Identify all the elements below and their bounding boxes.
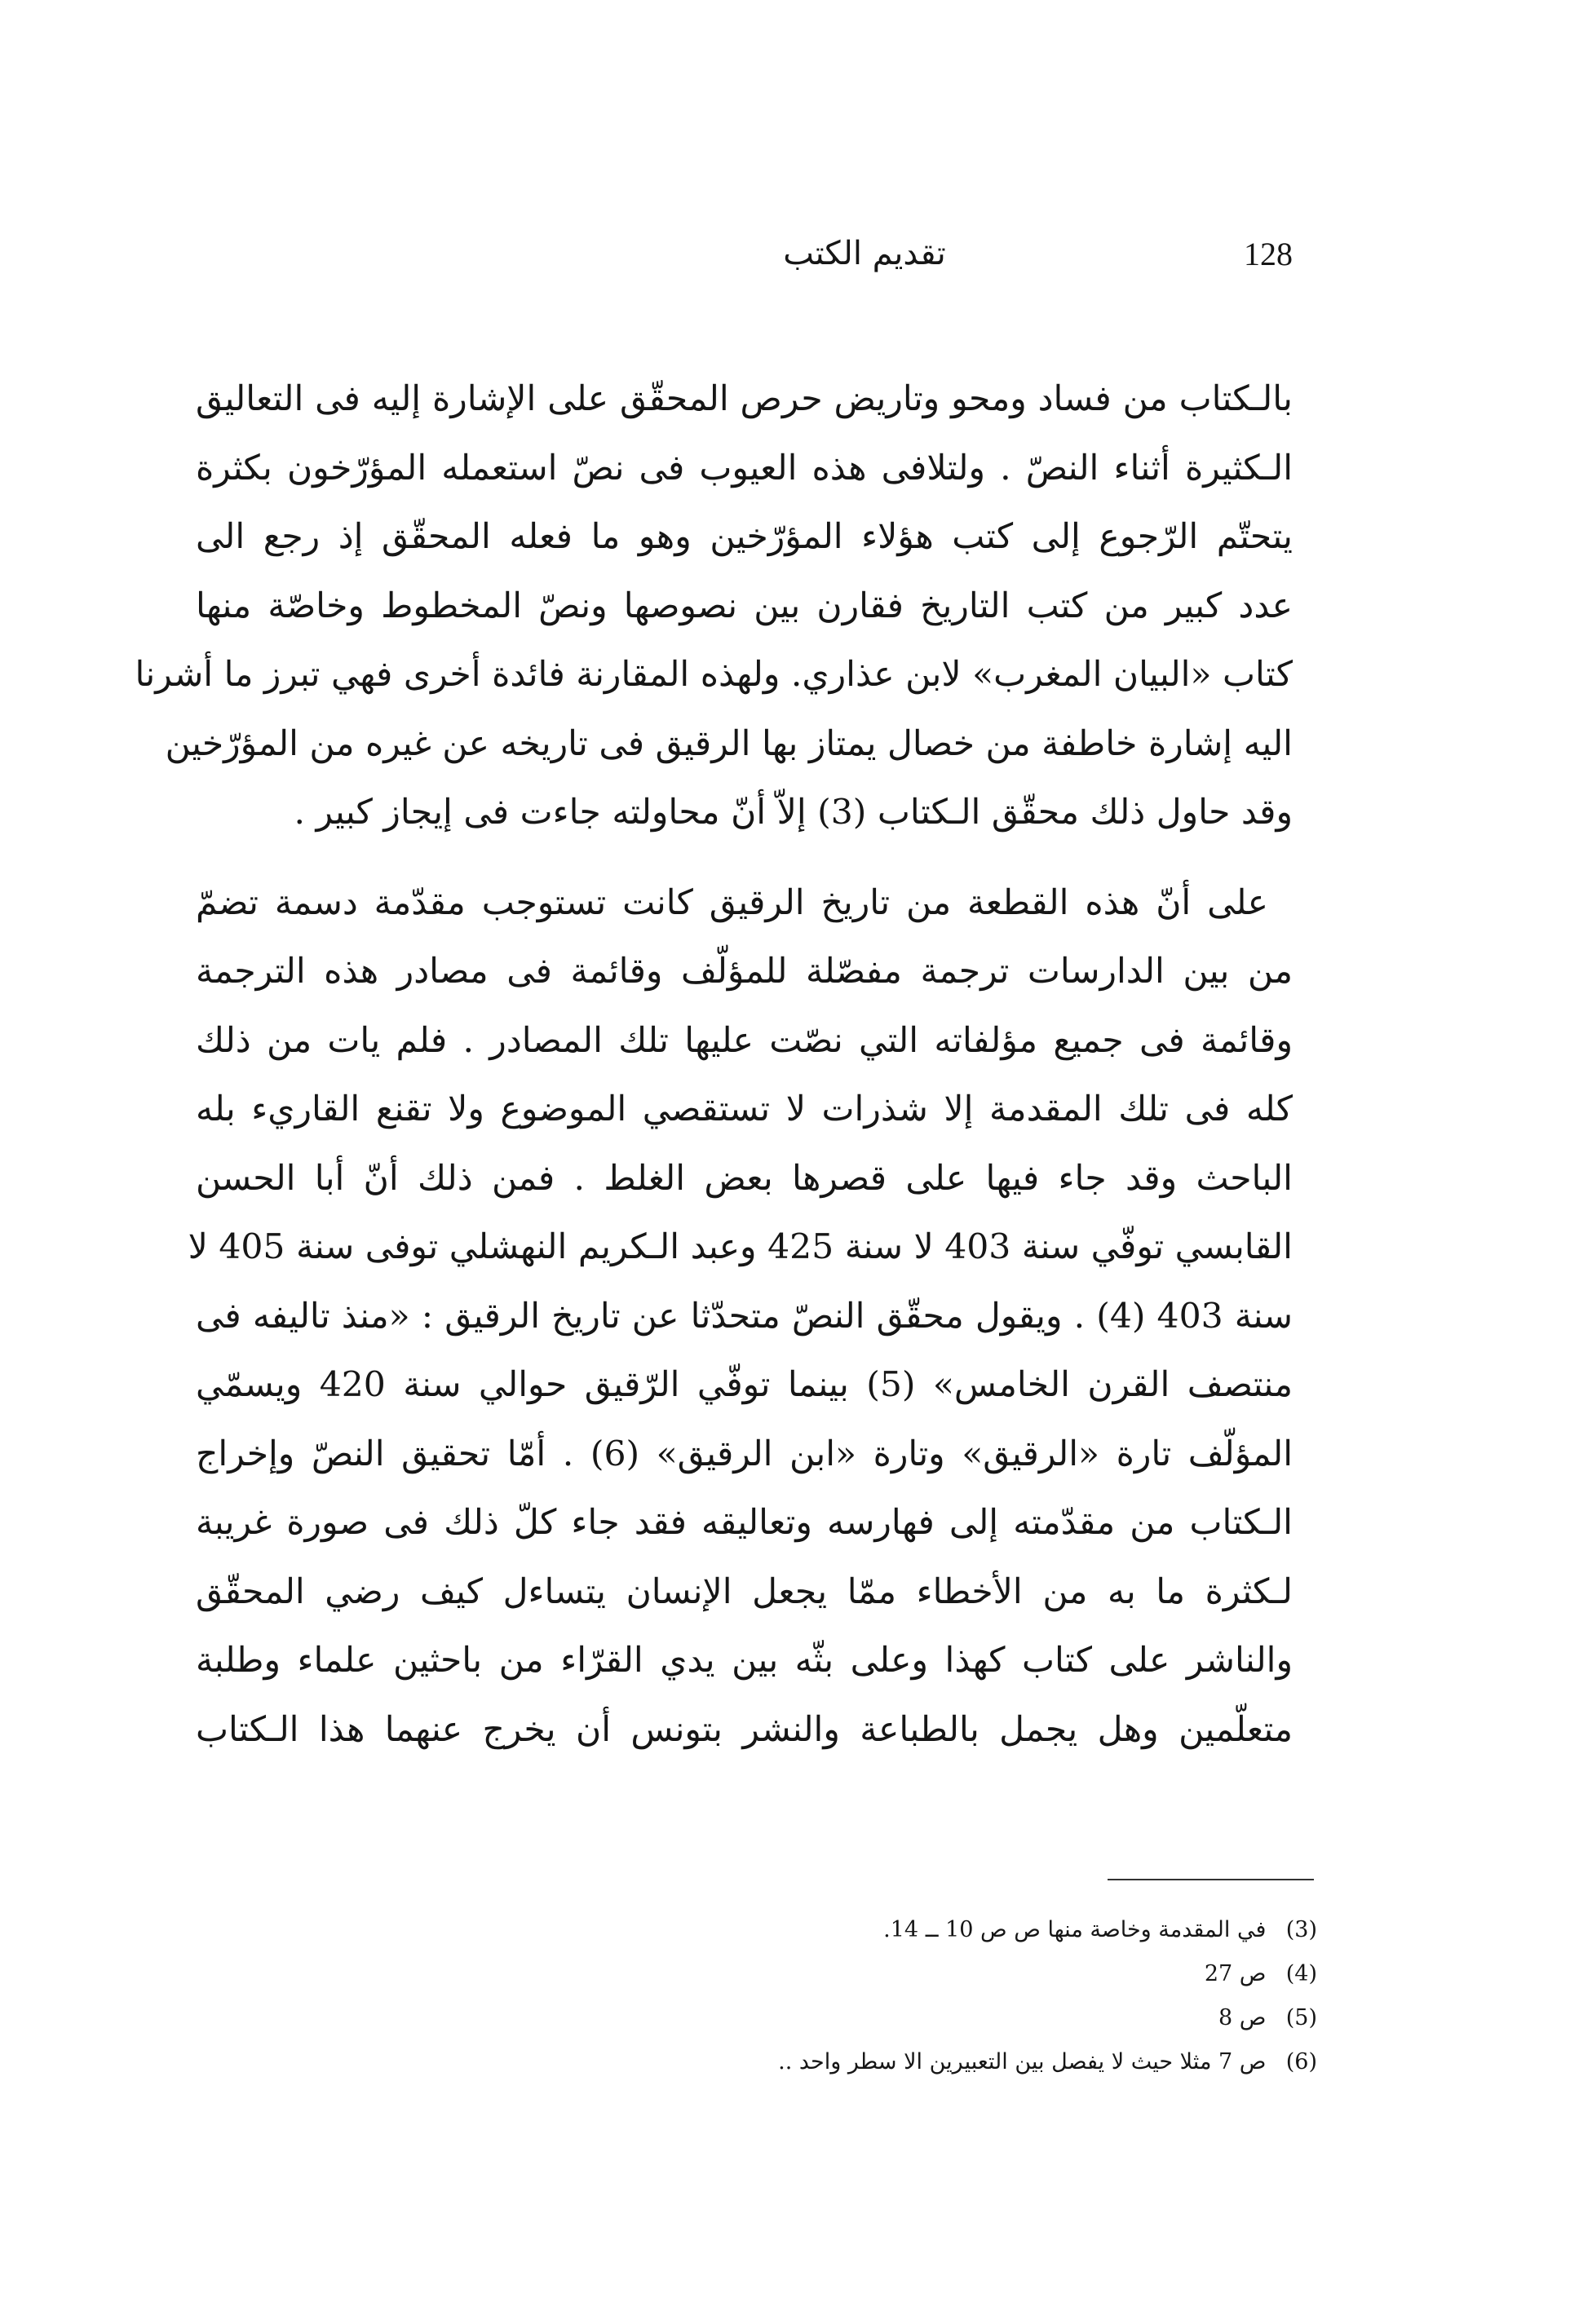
text-line: بالـكتاب من فساد ومحو وتاريض حرص المحقّق على الإشارة إليه فى التعاليق — [196, 379, 1293, 419]
text-line: عدد كبير من كتب التاريخ فقارن بين نصوصها ونصّ المخطوط وخاصّة منها — [196, 585, 1293, 626]
text-line: القابسي توفّي سنة 403 لا سنة 425 وعبد الـكريم النهشلي توفى سنة 405 لا — [188, 1227, 1293, 1267]
text-line: الباحث وقد جاء فيها على قصرها بعض الغلط . فمن ذلك أنّ أبا الحسن — [196, 1158, 1293, 1199]
body-text — [135, 365, 1294, 1765]
text-line: سنة 403 (4) . ويقول محقّق النصّ متحدّثا عن تاريخ الرقيق : «منذ تاليفه فى — [196, 1296, 1293, 1337]
text-line: المؤلّف تارة «الرقيق» وتارة «ابن الرقيق» (6) . أمّا تحقيق النصّ وإخراج — [196, 1434, 1294, 1474]
footnote — [571, 2040, 1317, 2084]
footnote-text: ص 8 — [1218, 2005, 1267, 2030]
footnote — [571, 1952, 1317, 1996]
text-line: وقائمة فى جميع مؤلفاته التي نصّت عليها تلك المصادر . فلم يات من ذلك — [196, 1020, 1293, 1061]
footnote — [571, 1996, 1317, 2040]
text-line: الـكتاب من مقدّمته إلى فهارسه وتعاليقه فقد جاء كلّ ذلك فى صورة غريبة — [196, 1503, 1293, 1543]
text-line: يتحتّم الرّجوع إلى كتب هؤلاء المؤرّخين وهو ما فعله المحقّق إذ رجع الى — [196, 517, 1293, 557]
footnotes — [571, 1908, 1317, 2084]
footnote-number: (3) — [1285, 1917, 1317, 1942]
paragraph-1 — [135, 365, 1293, 848]
footnote-number: (5) — [1285, 2005, 1317, 2030]
footnote-number: (4) — [1285, 1961, 1317, 1986]
section-title: تقديم الكتب — [783, 235, 946, 272]
text-line: كله فى تلك المقدمة إلا شذرات لا تستقصي الموضوع ولا تقنع القاريء بله — [196, 1089, 1293, 1129]
text-line: والناشر على كتاب كهذا وعلى بثّه بين يدي القرّاء من باحثين علماء وطلبة — [196, 1641, 1293, 1681]
text-line: كتاب «البيان المغرب» لابن عذاري. ولهذه المقارنة فائدة أخرى فهي تبرز ما أشرنا — [135, 655, 1293, 695]
footnote-text: في المقدمة وخاصة منها ص ص 10 ــ 14. — [883, 1917, 1267, 1942]
text-line: اليه إشارة خاطفة من خصال يمتاز بها الرقيق فى تاريخه عن غيره من المؤرّخين — [165, 723, 1293, 764]
text-line: على أنّ هذه القطعة من تاريخ الرقيق كانت تستوجب مقدّمة دسمة تضمّ — [196, 882, 1268, 923]
footnote-divider — [1108, 1879, 1314, 1880]
paragraph-gap — [196, 848, 1293, 869]
text-line: منتصف القرن الخامس» (5) بينما توفّي الرّقيق حوالي سنة 420 ويسمّي — [196, 1365, 1293, 1405]
footnote-number: (6) — [1285, 2049, 1317, 2074]
text-line: من بين الدارسات ترجمة مفصّلة للمؤلّف وقائمة فى مصادر هذه الترجمة — [196, 952, 1293, 992]
running-head — [196, 235, 1293, 284]
text-line: الـكثيرة أثناء النصّ . ولتلافى هذه العيوب فى نصّ استعمله المؤرّخون بكثرة — [196, 448, 1293, 488]
text-line: لـكثرة ما به من الأخطاء ممّا يجعل الإنسان يتساءل كيف رضي المحقّق — [196, 1571, 1293, 1612]
footnote-text: ص 7 مثلا حيث لا يفصل بين التعبيرين الا سطر واحد .. — [778, 2049, 1267, 2074]
paragraph-2 — [188, 869, 1294, 1765]
text-line: وقد حاول ذلك محقّق الـكتاب (3) إلاّ أنّ محاولته جاءت فى إيجاز كبير . — [294, 793, 1293, 833]
footnote-text: ص 27 — [1204, 1961, 1267, 1986]
footnote — [571, 1908, 1317, 1952]
page-number: 128 — [1244, 236, 1293, 272]
text-line: متعلّمين وهل يجمل بالطباعة والنشر بتونس أن يخرج عنهما هذا الـكتاب — [196, 1709, 1293, 1750]
